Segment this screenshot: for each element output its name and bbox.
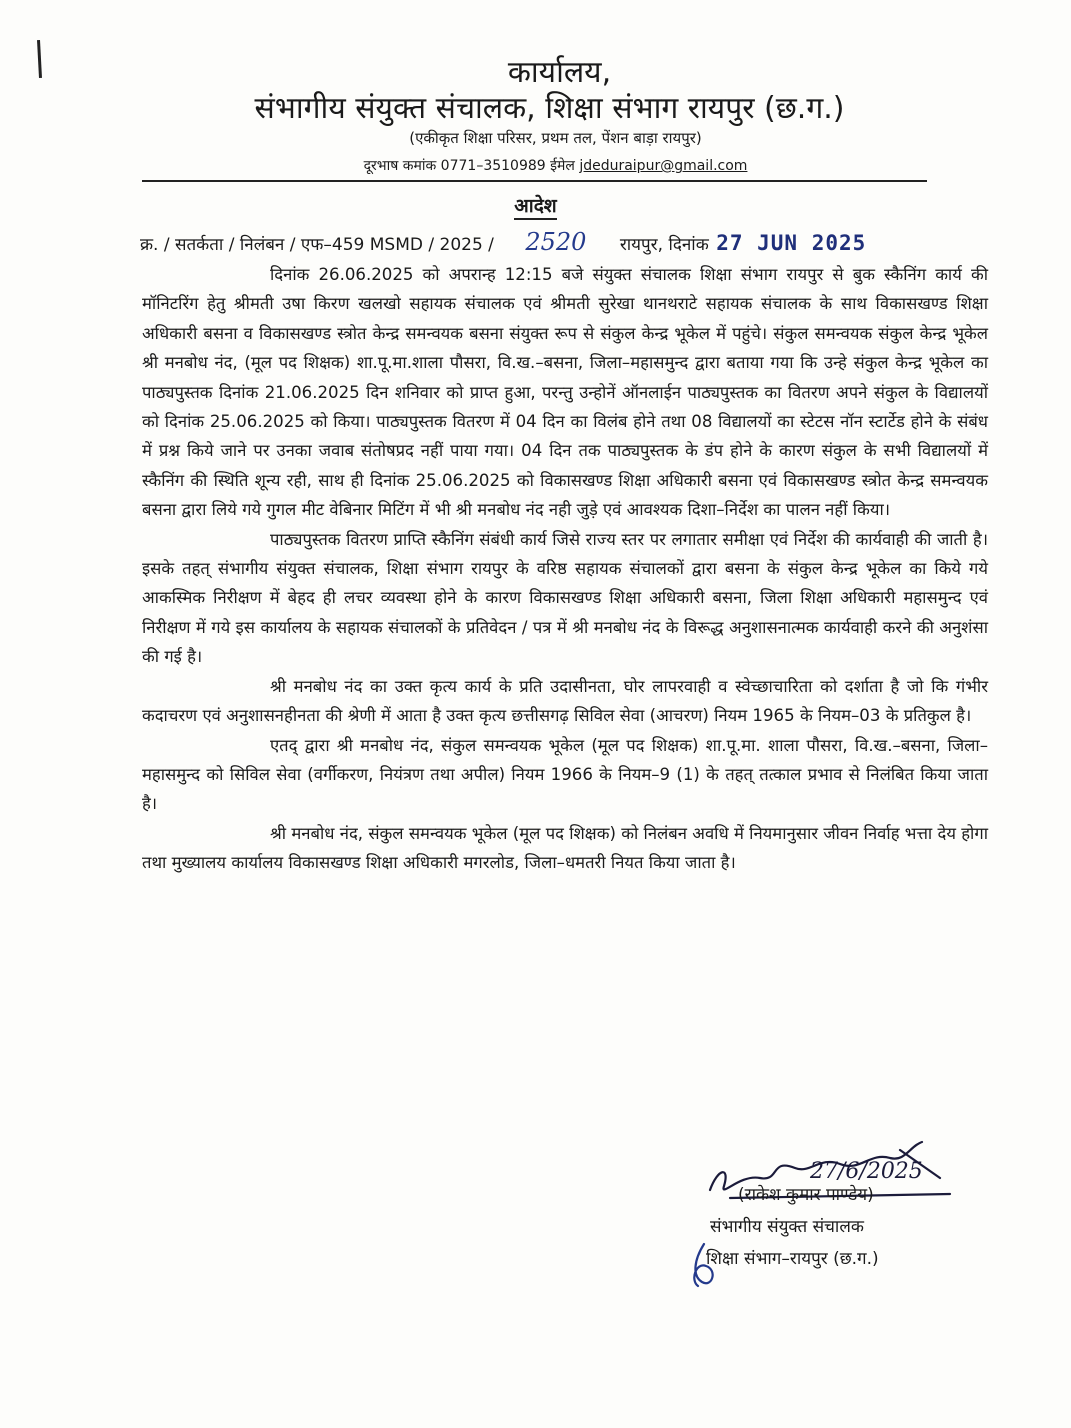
paragraph-2: पाठ्यपुस्तक वितरण प्राप्ति स्कैनिंग संबंधी कार्य जिसे राज्य स्तर पर लगातार समीक्षा एवं निर्देश की कार्यवाही की जाती है। इसके तहत् संभागीय संयुक्त संचालक, शिक्षा संभाग रायपुर के वरिष्ठ सहायक संचालकों द्वारा बसना के संकुल केन्द्र भूकेल का किये गये आकस्मिक निरीक्षण में बेहद ही लचर व्यवस्था होने के कारण विकासखण्ड शिक्षा अधिकारी बसना, जिला शिक्षा अधिकारी महासमुन्द एवं निरीक्षण में गये इस कार्यालय के सहायक संचालकों के प्रतिवेदन / पत्र में श्री मनबोध नंद के विरूद्ध अनुशासनात्मक कार्यवाही करने की अनुशंसा की गई है।: [142, 529, 988, 667]
order-body: [142, 260, 988, 878]
paragraph-1: दिनांक 26.06.2025 को अपरान्ह 12:15 बजे संयुक्त संचालक शिक्षा संभाग रायपुर से बुक स्कैनिंग कार्य की मॉनिटरिंग हेतु श्रीमती उषा किरण खलखो सहायक संचालक एवं श्रीमती सुरेखा थानथराटे सहायक संचालक के साथ विकासखण्ड शिक्षा अधिकारी बसना व विकासखण्ड स्त्रोत केन्द्र समन्वयक बसना संयुक्त रूप से संकुल केन्द्र भूकेल में पहुंचे। संकुल समन्वयक संकुल केन्द्र भूकेल श्री मनबोध नंद, (मूल पद शिक्षक) शा.पू.मा.शाला पौसरा, वि.ख.–बसना, जिला–महासमुन्द द्वारा बताया गया कि उन्हे संकुल केन्द्र भूकेल का पाठ्यपुस्तक दिनांक 21.06.2025 दिन शनिवार को प्राप्त हुआ, परन्तु उन्होनें ऑनलाईन पाठ्यपुस्तक का वितरण अपने संकुल के विद्यालयों को दिनांक 25.06.2025 को किया। पाठ्यपुस्तक वितरण में 04 दिन का विलंब होने तथा 08 विद्यालयों का स्टेटस नॉन स्टार्टेड होने के संबंध में प्रश्न किये जाने पर उनका जवाब संतोषप्रद नहीं पाया गया। 04 दिन तक पाठ्यपुस्तक के डंप होने के कारण संकुल के सभी विद्यालयों में स्कैनिंग की स्थिति शून्य रही, साथ ही दिनांक 25.06.2025 को विकासखण्ड शिक्षा अधिकारी बसना एवं विकासखण्ड स्त्रोत केन्द्र समन्वयक बसना द्वारा लिये गये गुगल मीट वेबिनार मिटिंग में भी श्री मनबोध नंद नही जुड़े एवं आवश्यक दिशा–निर्देश का पालन नहीं किया।: [142, 265, 988, 520]
signatory-name: (राकेश कुमार पाण्डेय): [738, 1185, 874, 1205]
paragraph-5: श्री मनबोध नंद, संकुल समन्वयक भूकेल (मूल पद शिक्षक) को निलंबन अवधि में नियमानुसार जीवन निर्वाह भत्ता देय होगा तथा मुख्यालय कार्यालय विकासखण्ड शिक्षा अधिकारी मगरलोड, जिला–धमतरी नियत किया जाता है।: [142, 823, 988, 873]
reference-prefix: क्र. / सतर्कता / निलंबन / एफ–459 MSMD / 2025 /: [140, 235, 494, 255]
reference-line: [140, 228, 1040, 256]
phone-label: दूरभाष कमांक 0771–3510989 ईमेल: [363, 158, 575, 174]
header-divider: [142, 180, 927, 182]
office-heading: कार्यालय,: [507, 55, 612, 90]
paragraph-3: श्री मनबोध नंद का उक्त कृत्य कार्य के प्रति उदासीनता, घोर लापरवाही व स्वेच्छाचारिता को दर्शाता है जो कि गंभीर कदाचरण एवं अनुशासनहीनता की श्रेणी में आता है उक्त कृत्य छत्तीसगढ़ सिविल सेवा (आचरण) नियम 1965 के नियम–03 के प्रतिकुल है।: [142, 676, 988, 726]
email-link[interactable]: jdeduraipur@gmail.com: [579, 158, 748, 174]
date-stamp: 27 JUN 2025: [716, 231, 867, 255]
paragraph-4: एतद् द्वारा श्री मनबोध नंद, संकुल समन्वयक भूकेल (मूल पद शिक्षक) शा.पू.मा. शाला पौसरा, वि.ख.–बसना, जिला–महासमुन्द को सिविल सेवा (वर्गीकरण, नियंत्रण तथा अपील) नियम 1966 के नियम–9 (1) के तहत् तत्काल प्रभाव से निलंबित किया जाता है।: [142, 735, 988, 814]
place-date-label: रायपुर, दिनांक: [619, 235, 709, 255]
handwritten-date: 27/6/2025: [810, 1159, 923, 1184]
office-address: (एकीकृत शिक्षा परिसर, प्रथम तल, पेंशन बाड़ा रायपुर): [409, 129, 702, 147]
department-heading: संभागीय संयुक्त संचालक, शिक्षा संभाग रायपुर (छ.ग.): [254, 91, 845, 126]
handwritten-reference-number: 2520: [525, 228, 587, 256]
signatory-designation: संभागीय संयुक्त संचालक: [710, 1217, 864, 1237]
signatory-office: शिक्षा संभाग–रायपुर (छ.ग.): [706, 1249, 879, 1269]
contact-line: [20, 156, 1071, 175]
pen-initial-mark: [684, 1240, 724, 1290]
order-title: आदेश: [0, 192, 1071, 218]
